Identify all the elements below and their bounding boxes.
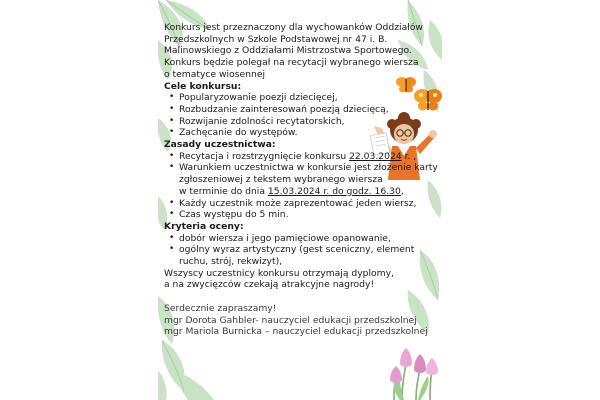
rule-item: • Czas występu do 5 min.: [164, 209, 436, 221]
criteria-item: • dobór wiersza i jego pamięciowe opanowanie,: [164, 233, 436, 245]
contest-poster: [158, 0, 442, 400]
criteria-heading: Kryteria oceny:: [164, 220, 244, 232]
deadline-date: 15.03.2024 r. do godz. 16.30: [267, 185, 401, 197]
author-line: mgr Mariola Burnicka – nauczyciel edukacji przedszkolnej: [164, 326, 428, 338]
goals-heading: Cele konkursu:: [164, 80, 242, 92]
rule-item: [164, 151, 436, 163]
criteria-item-continuation: ruchu, strój, rekwizyt),: [179, 256, 283, 268]
rule-text: Recytacja i rozstrzygnięcie konkursu: [179, 150, 350, 162]
poster-text: [164, 22, 436, 338]
rules-heading: Zasady uczestnictwa:: [164, 139, 276, 151]
goal-item: • Rozbudzanie zainteresowań poezją dziecięcą,: [164, 104, 436, 116]
rule-text: r. ,: [401, 150, 417, 162]
rule-text: ,: [400, 185, 404, 197]
criteria-item: • ogólny wyraz artystyczny (gest sceniczny, element: [164, 244, 436, 256]
rule-item-continuation: [164, 186, 436, 198]
intro-line: Przedszkolnych w Szkole Podstawowej nr 47 i. B.: [164, 33, 388, 45]
contest-date: 22.03.2024: [349, 150, 402, 162]
goal-item: • Zachęcanie do występów.: [164, 127, 436, 139]
rule-item-continuation: zgłoszeniowej z tekstem wybranego wiersza: [179, 174, 383, 186]
rule-item: • Każdy uczestnik może zaprezentować jeden wiersz,: [164, 198, 436, 210]
goal-item: • Rozwijanie zdolności recytatorskich,: [164, 116, 436, 128]
intro-line: Malinowskiego z Oddziałami Mistrzostwa Sportowego.: [164, 45, 412, 57]
intro-line: Konkurs jest przeznaczony dla wychowanków Oddziałów: [164, 22, 423, 33]
greeting: Serdecznie zapraszamy!: [164, 302, 277, 314]
tulips-illustration: [386, 330, 442, 400]
closing-line: a na zwycięzców czekają atrakcyjne nagrody!: [164, 279, 375, 291]
intro-line: o tematyce wiosennej: [164, 68, 266, 80]
author-line: mgr Dorota Gahbler- nauczyciel edukacji przedszkolnej: [164, 314, 417, 326]
rule-text: w terminie do dnia: [179, 185, 268, 197]
goal-item: • Popularyzowanie poezji dziecięcej,: [164, 92, 436, 104]
rule-item: • Warunkiem uczestnictwa w konkursie jest złożenie karty: [164, 162, 436, 174]
closing-line: Wszyscy uczestnicy konkursu otrzymają dyplomy,: [164, 267, 394, 279]
intro-line: Konkurs będzie polegał na recytacji wybranego wiersza: [164, 57, 419, 69]
spacer: [164, 291, 436, 303]
